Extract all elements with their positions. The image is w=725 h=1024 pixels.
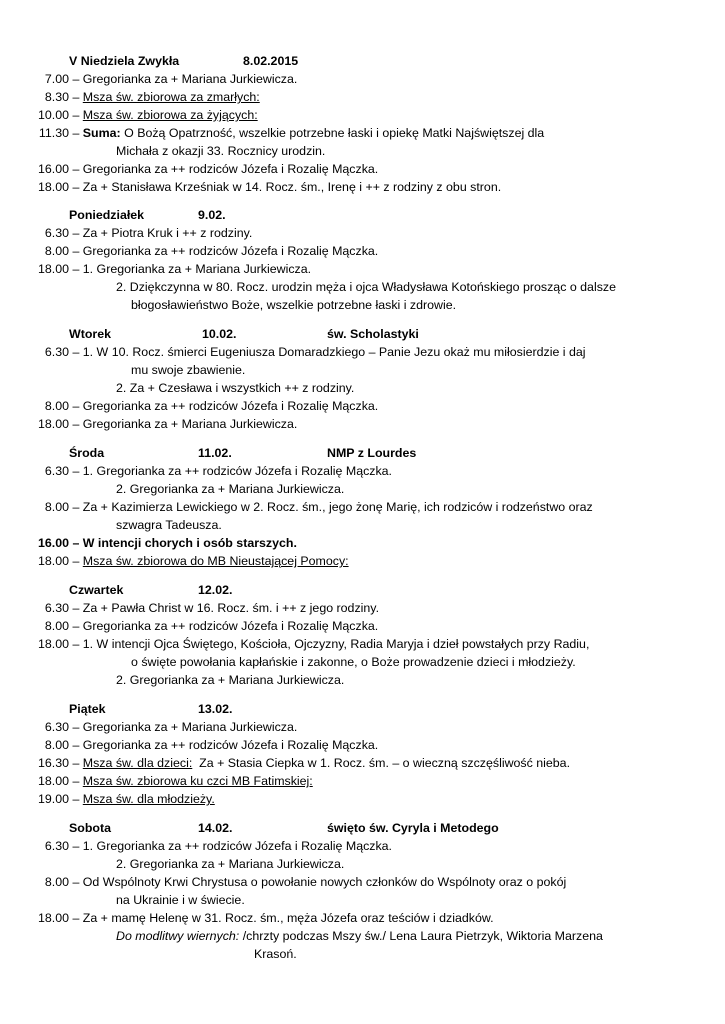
day-date: 9.02.: [198, 208, 226, 222]
mass-entry: 6.30 – Za + Pawła Christ w 16. Rocz. śm. i ++ z jego rodziny.: [44, 601, 380, 615]
mass-entry: 8.00 – Od Wspólnoty Krwi Chrystusa o powołanie nowych członków do Wspólnoty oraz o pokój: [44, 875, 567, 889]
mass-sub-entry: 2. Dziękczynna w 80. Rocz. urodzin męża i ojca Władysława Kotońskiego prosząc o dalsze: [116, 280, 616, 294]
mass-entry: 18.00 – 1. Gregorianka za + Mariana Jurkiewicza.: [37, 262, 312, 276]
mass-entry: 18.00 – Za + Stanisława Krześniak w 14. Rocz. śm., Irenę i ++ z rodziny z obu stron.: [37, 180, 502, 194]
day-name: Poniedziałek: [69, 208, 145, 222]
mass-entry: 7.00 – Gregorianka za + Mariana Jurkiewicza.: [44, 72, 298, 86]
mass-entry: 18.00 – Msza św. zbiorowa do MB Nieustającej Pomocy:: [37, 554, 349, 568]
mass-entry: 16.00 – W intencji chorych i osób starszych.: [37, 536, 297, 550]
mass-entry-continuation: szwagra Tadeusza.: [116, 518, 222, 532]
mass-entry: 6.30 – 1. Gregorianka za ++ rodziców Józefa i Rozalię Mączka.: [44, 464, 393, 478]
day-name: Sobota: [69, 821, 111, 835]
mass-entry: 10.00 – Msza św. zbiorowa za żyjących:: [37, 108, 258, 122]
mass-entry: 6.30 – 1. W 10. Rocz. śmierci Eugeniusza Domaradzkiego – Panie Jezu okaż mu miłosierdzie i daj: [44, 345, 586, 359]
mass-entry-continuation: błogosławieństwo Boże, wszelkie potrzebne łaski i zdrowie.: [131, 298, 457, 312]
mass-entry-continuation: na Ukrainie i w świecie.: [116, 893, 245, 907]
mass-entry: 11.30 – Suma: O Bożą Opatrzność, wszelkie potrzebne łaski i opiekę Matki Najświętszej dla: [38, 126, 545, 140]
mass-entry: 8.00 – Gregorianka za ++ rodziców Józefa i Rozalię Mączka.: [44, 619, 379, 633]
feast-name: św. Scholastyki: [327, 327, 419, 341]
mass-entry: 18.00 – 1. W intencji Ojca Świętego, Kościoła, Ojczyzny, Radia Maryja i dzieł powstałych przy Radiu,: [37, 637, 590, 651]
mass-sub-entry: 2. Gregorianka za + Mariana Jurkiewicza.: [116, 482, 345, 496]
mass-entry: 18.00 – Za + mamę Helenę w 31. Rocz. śm., męża Józefa oraz teściów i dziadków.: [37, 911, 494, 925]
day-name: Piątek: [69, 702, 106, 716]
mass-entry: 18.00 – Msza św. zbiorowa ku czci MB Fatimskiej:: [37, 774, 313, 788]
day-date: 13.02.: [198, 702, 233, 716]
mass-entry: 19.00 – Msza św. dla młodzieży.: [37, 792, 215, 806]
mass-entry: 8.00 – Za + Kazimierza Lewickiego w 2. Rocz. śm., jego żonę Marię, ich rodziców i rodzeństwo oraz: [44, 500, 593, 514]
mass-entry: 8.00 – Gregorianka za ++ rodziców Józefa i Rozalię Mączka.: [44, 399, 379, 413]
mass-sub-entry: 2. Gregorianka za + Mariana Jurkiewicza.: [116, 673, 345, 687]
day-date: 12.02.: [198, 583, 233, 597]
feast-name: NMP z Lourdes: [327, 446, 417, 460]
mass-entry: 6.30 – Gregorianka za + Mariana Jurkiewicza.: [44, 720, 298, 734]
mass-sub-entry: 2. Za + Czesława i wszystkich ++ z rodziny.: [116, 381, 355, 395]
mass-entry-continuation: o święte powołania kapłańskie i zakonne, o Boże prowadzenie dzieci i młodzieży.: [131, 655, 576, 669]
day-date: 11.02.: [198, 446, 232, 460]
day-name: V Niedziela Zwykła: [69, 54, 180, 68]
mass-entry: 8.00 – Gregorianka za ++ rodziców Józefa i Rozalię Mączka.: [44, 738, 379, 752]
prayer-note: Do modlitwy wiernych: /chrzty podczas Mszy św./ Lena Laura Pietrzyk, Wiktoria Marzena: [116, 929, 603, 943]
mass-entry-continuation: mu swoje zbawienie.: [131, 363, 246, 377]
mass-entry: 8.00 – Gregorianka za ++ rodziców Józefa i Rozalię Mączka.: [44, 244, 379, 258]
day-name: Środa: [69, 446, 105, 460]
mass-entry: 6.30 – 1. Gregorianka za ++ rodziców Józefa i Rozalię Mączka.: [44, 839, 393, 853]
mass-entry: 16.30 – Msza św. dla dzieci: Za + Stasia Ciepka w 1. Rocz. śm. – o wieczną szczęśliwość nieba.: [37, 756, 571, 770]
day-date: 10.02.: [202, 327, 237, 341]
mass-entry: 8.30 – Msza św. zbiorowa za zmarłych:: [44, 90, 260, 104]
mass-entry: 6.30 – Za + Piotra Kruk i ++ z rodziny.: [44, 226, 253, 240]
mass-entry-continuation: Michała z okazji 33. Rocznicy urodzin.: [116, 144, 326, 158]
day-name: Wtorek: [69, 327, 111, 341]
prayer-note-label: Do modlitwy wiernych:: [116, 929, 240, 943]
day-date: 14.02.: [198, 821, 233, 835]
mass-entry: 16.00 – Gregorianka za ++ rodziców Józefa i Rozalię Mączka.: [37, 162, 379, 176]
prayer-note-continuation: Krasoń.: [254, 947, 297, 961]
mass-entry: 18.00 – Gregorianka za + Mariana Jurkiewicza.: [37, 417, 298, 431]
day-name: Czwartek: [69, 583, 124, 597]
day-heading: [69, 52, 179, 70]
day-date: 8.02.2015: [243, 54, 299, 68]
mass-sub-entry: 2. Gregorianka za + Mariana Jurkiewicza.: [116, 857, 345, 871]
feast-name: święto św. Cyryla i Metodego: [327, 821, 499, 835]
